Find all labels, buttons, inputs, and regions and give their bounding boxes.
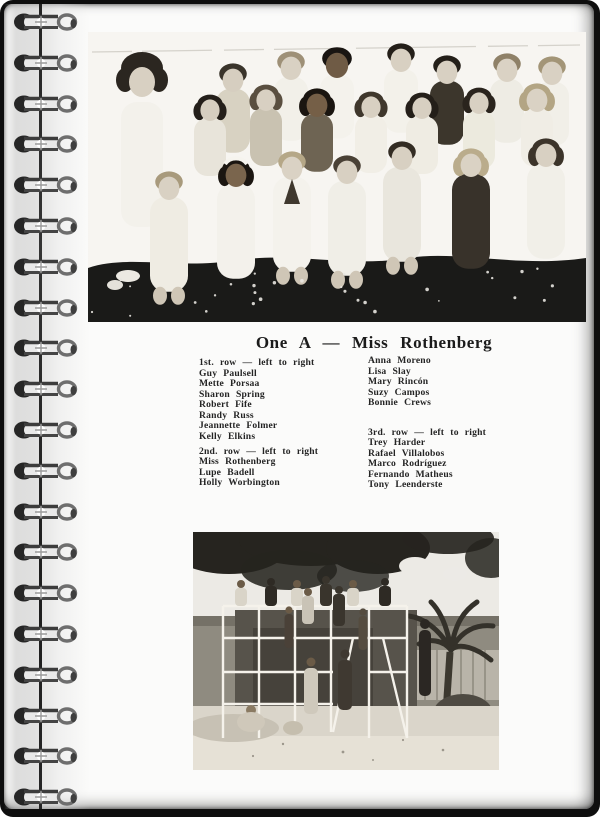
binding-coil xyxy=(10,743,82,769)
roster-name: Sharon Spring xyxy=(199,388,265,400)
roster-name: Mette Porsaa xyxy=(199,378,260,389)
roster-column-right xyxy=(368,356,543,491)
binding-coil xyxy=(10,213,82,239)
binding-coil xyxy=(10,784,82,810)
binding-coil xyxy=(10,91,82,117)
roster-heading-row3: 3rd. row — left to right xyxy=(368,426,487,438)
roster-name: Suzy Campos xyxy=(368,386,430,398)
binding-coil xyxy=(10,621,82,647)
binding-coil xyxy=(10,662,82,688)
roster-name: Trey Harder xyxy=(368,437,426,448)
roster-name: Bonnie Crews xyxy=(368,397,432,408)
roster-name: Robert Fife xyxy=(199,399,252,410)
roster-name: Miss Rothenberg xyxy=(199,456,276,467)
binding-coil xyxy=(10,50,82,76)
class-photo xyxy=(88,32,586,322)
roster-heading-row1: 1st. row — left to right xyxy=(199,357,315,368)
roster-name: Jeannette Folmer xyxy=(199,420,278,431)
playground-photo xyxy=(193,532,499,770)
binding-coil xyxy=(10,254,82,280)
roster-name: Mary Rincón xyxy=(368,376,429,387)
binding-rod xyxy=(39,4,42,809)
binding-coil xyxy=(10,295,82,321)
binding-coil xyxy=(10,172,82,198)
binding-coil xyxy=(10,458,82,484)
binding-coil xyxy=(10,539,82,565)
spiral-binding xyxy=(4,4,90,809)
roster-name: Rafael Villalobos xyxy=(368,447,445,459)
roster-heading-row2: 2nd. row — left to right xyxy=(199,445,319,457)
roster-name: Holly Worbington xyxy=(199,477,280,488)
binding-coil xyxy=(10,499,82,525)
page xyxy=(4,4,594,809)
roster-name: Guy Paulsell xyxy=(199,367,257,379)
roster-name: Tony Leenderste xyxy=(368,479,443,490)
binding-coil xyxy=(10,376,82,402)
binding-coil xyxy=(10,9,82,35)
roster-name: Randy Russ xyxy=(199,409,254,421)
roster-name: Kelly Elkins xyxy=(199,430,256,442)
page-title: One A — Miss Rothenberg xyxy=(255,333,493,352)
roster-name: Marco Rodríguez xyxy=(368,458,447,469)
roster-name: Fernando Matheus xyxy=(368,468,453,480)
binding-coil xyxy=(10,580,82,606)
binding-coil xyxy=(10,417,82,443)
roster-name: Lupe Badell xyxy=(199,466,255,478)
roster-name: Anna Moreno xyxy=(368,355,431,366)
binding-coil xyxy=(10,703,82,729)
binding-coil xyxy=(10,335,82,361)
binding-coil xyxy=(10,131,82,157)
roster-name: Lisa Slay xyxy=(368,365,411,377)
roster-column-left xyxy=(199,358,364,489)
